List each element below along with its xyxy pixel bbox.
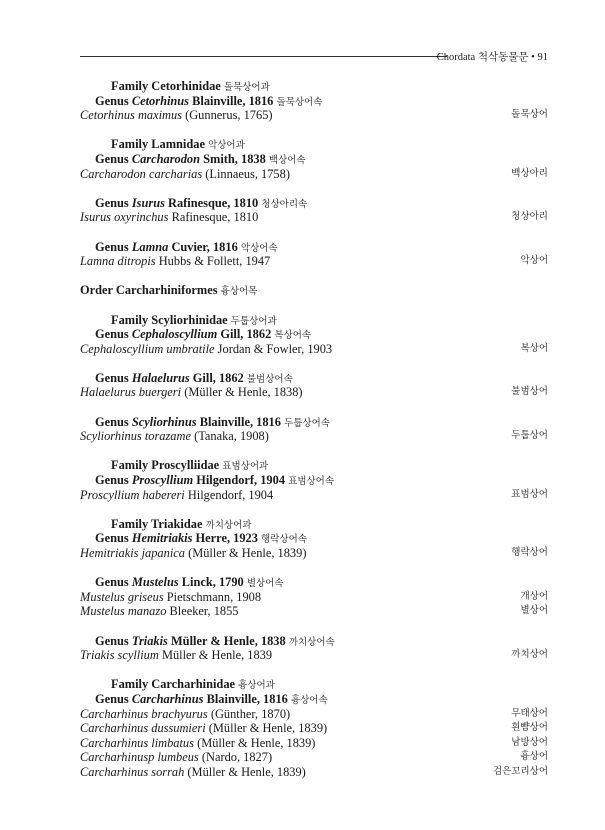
species-entry: Triakis scyllium Müller & Henle, 1839 까치상어 (80, 648, 548, 663)
genus-heading: Genus Lamna Cuvier, 1816 악상어속 (95, 239, 278, 254)
species-entry: Proscyllium habereri Hilgendorf, 1904 표범상어 (80, 487, 548, 502)
species-entry: Carcharhinus brachyurus (Günther, 1870) 무태상어 (80, 706, 548, 721)
genus-heading: Genus Cetorhinus Blainville, 1816 돌묵상어속 (95, 93, 323, 108)
header-rule (80, 56, 447, 57)
genus-heading: Genus Proscyllium Hilgendorf, 1904 표범상어속 (95, 473, 335, 488)
genus-heading: Genus Carcharodon Smith, 1838 백상어속 (95, 151, 306, 166)
order-heading: Order Carcharhiniformes 흉상어목 (80, 283, 258, 298)
species-entry: Cephaloscyllium umbratile Jordan & Fowler, 1903 복상어 (80, 341, 548, 356)
species-entry: Hemitriakis japanica (Müller & Henle, 1839) 행락상어 (80, 546, 548, 560)
family-heading: Family Proscylliidae 표범상어과 (111, 458, 269, 473)
family-heading: Family Carcharhinidae 흉상어과 (111, 677, 275, 692)
species-entry: Carcharodon carcharias (Linnaeus, 1758) 백상아리 (80, 166, 548, 181)
family-heading: Family Lamnidae 악상어과 (111, 137, 245, 152)
genus-heading: Genus Triakis Müller & Henle, 1838 까치상어속 (95, 633, 335, 648)
genus-heading: Genus Carcharhinus Blainville, 1816 흉상어속 (95, 691, 328, 706)
species-entry: Carcharhinus sorrah (Müller & Henle, 1839) 검은꼬리상어 (80, 764, 548, 779)
species-entry: Scyliorhinus torazame (Tanaka, 1908) 두툽상어 (80, 429, 548, 444)
genus-heading: Genus Mustelus Linck, 1790 별상어속 (95, 575, 284, 590)
family-heading: Family Scyliorhinidae 두툽상어과 (111, 312, 277, 327)
species-entry: Carcharhinus limbatus (Müller & Henle, 1839) 남방상어 (80, 735, 548, 750)
family-heading: Family Cetorhinidae 돌묵상어과 (111, 79, 270, 93)
genus-heading: Genus Scyliorhinus Blainville, 1816 두툽상어속 (95, 414, 330, 429)
species-entry: Cetorhinus maximus (Gunnerus, 1765) 돌묵상어 (80, 108, 548, 123)
species-entry: Carcharhinus dussumieri (Müller & Henle, 1839) 흰뺨상어 (80, 721, 548, 736)
genus-heading: Genus Cephaloscyllium Gill, 1862 복상어속 (95, 327, 312, 342)
species-entry: Mustelus griseus Pietschmann, 1908 개상어 (80, 589, 548, 604)
species-entry: Isurus oxyrinchus Rafinesque, 1810 청상아리 (80, 210, 548, 225)
genus-heading: Genus Halaelurus Gill, 1862 불범상어속 (95, 370, 293, 385)
species-entry: Halaelurus buergeri (Müller & Henle, 1838) 불범상어 (80, 385, 548, 400)
genus-heading: Genus Hemitriakis Herre, 1923 행락상어속 (95, 531, 307, 546)
taxonomy-list (80, 79, 548, 780)
running-head: Chordata 척삭동물문 • 91 (436, 52, 548, 63)
species-entry: Lamna ditropis Hubbs & Follett, 1947 악상어 (80, 254, 548, 269)
species-entry: Carcharhinusp lumbeus (Nardo, 1827) 흉상어 (80, 750, 548, 765)
genus-heading: Genus Isurus Rafinesque, 1810 청상아리속 (95, 195, 308, 210)
species-entry: Mustelus manazo Bleeker, 1855 별상어 (80, 604, 548, 619)
family-heading: Family Triakidae 까치상어과 (111, 516, 252, 531)
